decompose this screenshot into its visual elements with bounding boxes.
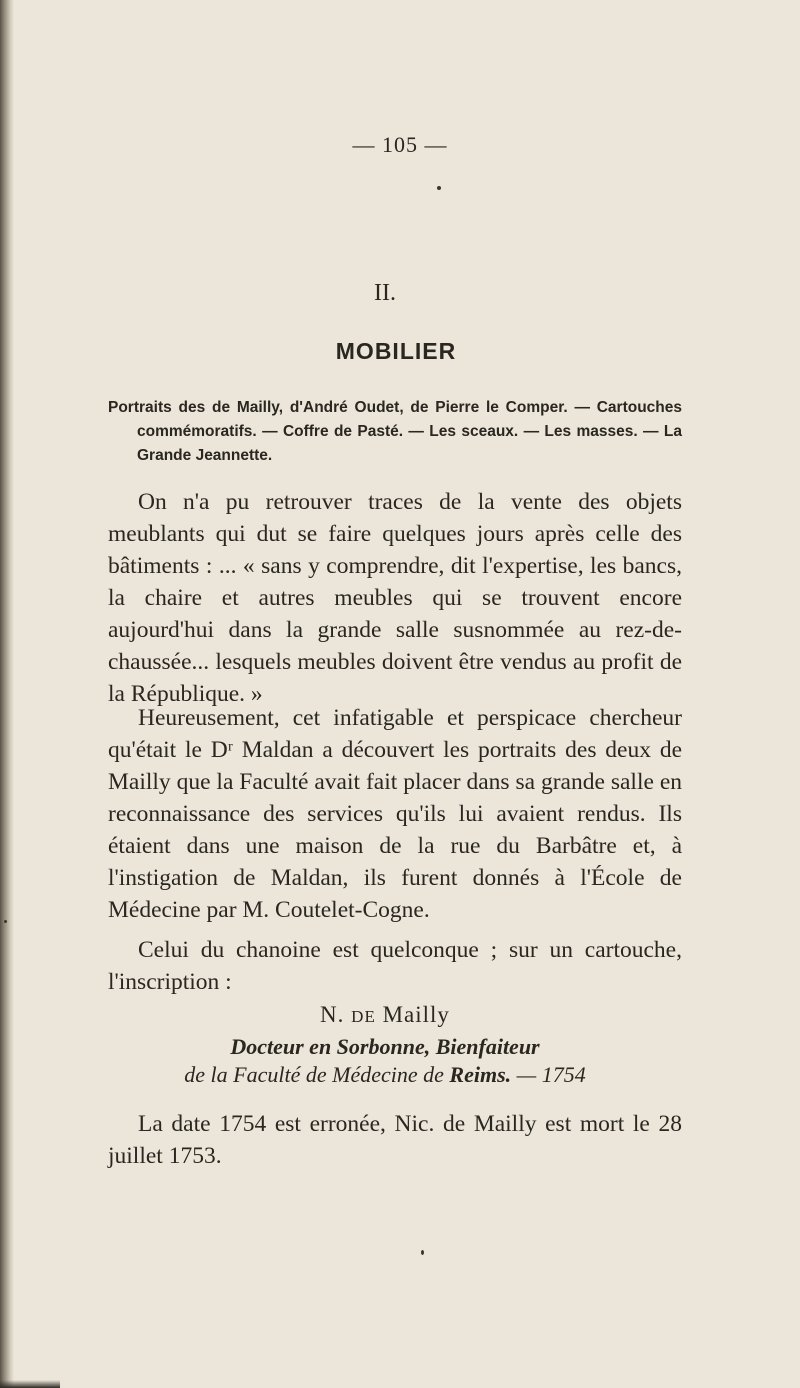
paragraph-text: Celui du chanoine est quelconque ; sur un cartouche, l'inscription : <box>108 937 682 995</box>
ink-speck <box>4 920 7 923</box>
paragraph-text: La date 1754 est erronée, Nic. de Mailly est mort le 28 juillet 1753. <box>108 1111 682 1169</box>
section-summary: Portraits des de Mailly, d'André Oudet, de Pierre le Comper. — Cartouches commémoratifs. — Coffre de Pasté. — Les sceaux. — Les masses. — La Grande Jeannette. <box>108 399 682 464</box>
section-number: II. <box>374 280 396 306</box>
inscription-faculty: de la Faculté de Médecine de <box>184 1062 444 1087</box>
body-paragraph-1 <box>108 486 682 710</box>
ink-speck <box>421 1250 424 1255</box>
body-paragraph-3 <box>108 934 682 998</box>
paragraph-text: On n'a pu retrouver traces de la vente des objets meublants qui dut se faire quelques jours après celle des bâtiments : ... « sans y comprendre, dit l'expertise, les bancs, la chaire et autres meubles qui se trouvent encore aujourd'hui dans la grande salle susnommée au rez-de-chaussée... lesquels meubles doivent être vendus au profit de la République. » <box>108 489 682 707</box>
page-number: — 105 — <box>352 132 448 157</box>
paragraph-text: Heureusement, cet infatigable et perspicace chercheur qu'était le Dʳ Maldan a découvert les portraits des deux de Mailly que la Faculté avait fait placer dans sa grande salle en reconnaissance des services qu'ils lui avaient rendus. Ils étaient dans une maison de la rue du Barbâtre et, à l'instigation de Maldan, ils furent donnés à l'École de Médecine par M. Coutelet-Cogne. <box>108 705 682 923</box>
inscription-surname: Mailly <box>382 1002 450 1027</box>
body-paragraph-2 <box>108 702 682 926</box>
inscription-city: Reims. <box>449 1062 512 1087</box>
body-paragraph-4 <box>108 1108 682 1172</box>
inscription-name <box>0 1002 770 1028</box>
ink-speck <box>437 186 441 190</box>
inscription-line-2 <box>0 1062 770 1088</box>
inscription-date: — 1754 <box>516 1062 586 1087</box>
page-binding-edge <box>0 0 14 1388</box>
page-corner-shadow <box>0 1380 60 1388</box>
inscription-initial: N. <box>320 1002 345 1027</box>
section-title: MOBILIER <box>335 338 457 364</box>
inscription-line-1: Docteur en Sorbonne, Bienfaiteur <box>230 1034 540 1059</box>
inscription-particle: DE <box>351 1007 376 1026</box>
